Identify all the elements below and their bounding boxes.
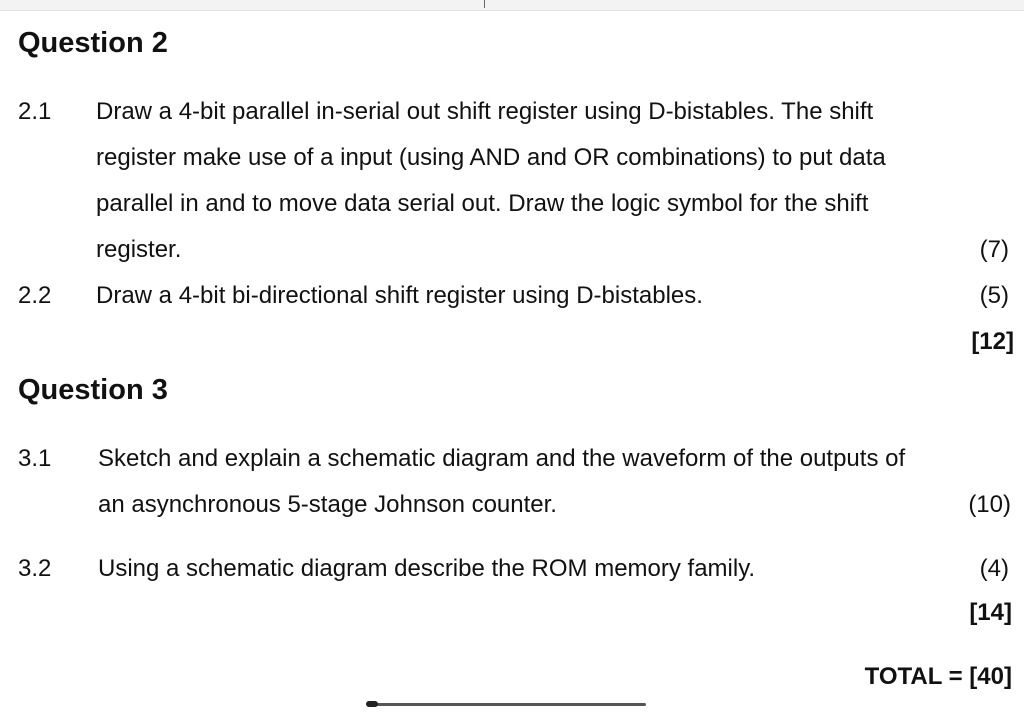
q3-2-number: 3.2 [18, 555, 52, 582]
q3-2-marks: (4) [979, 555, 1009, 582]
question-2-heading: Question 2 [18, 27, 168, 59]
q2-1-marks: (7) [979, 236, 1009, 263]
scroll-indicator[interactable] [368, 703, 646, 706]
q3-1-line-2: an asynchronous 5-stage Johnson counter. [98, 491, 557, 518]
q3-1-number: 3.1 [18, 445, 52, 472]
top-tick-mark [484, 0, 485, 8]
top-edge [0, 0, 1024, 11]
q3-1-line-1: Sketch and explain a schematic diagram and the waveform of the outputs of [98, 445, 906, 472]
q2-1-line-2: register make use of a input (using AND and OR combinations) to put data [96, 144, 886, 171]
q2-subtotal: [12] [971, 328, 1014, 355]
question-3-heading: Question 3 [18, 374, 168, 406]
grand-total: TOTAL = [40] [864, 663, 1012, 690]
q2-2-number: 2.2 [18, 282, 52, 309]
scroll-indicator-handle[interactable] [366, 701, 378, 707]
q3-subtotal: [14] [969, 599, 1012, 626]
q3-1-marks: (10) [968, 491, 1011, 518]
q2-1-line-3: parallel in and to move data serial out. Draw the logic symbol for the shift [96, 190, 869, 217]
q2-1-line-1: Draw a 4-bit parallel in-serial out shift register using D-bistables. The shift [96, 98, 874, 125]
q2-1-line-4: register. [96, 236, 182, 263]
q2-2-text: Draw a 4-bit bi-directional shift register using D-bistables. [96, 282, 703, 309]
q2-1-number: 2.1 [18, 98, 52, 125]
q3-2-text: Using a schematic diagram describe the ROM memory family. [98, 555, 756, 582]
q2-2-marks: (5) [979, 282, 1009, 309]
